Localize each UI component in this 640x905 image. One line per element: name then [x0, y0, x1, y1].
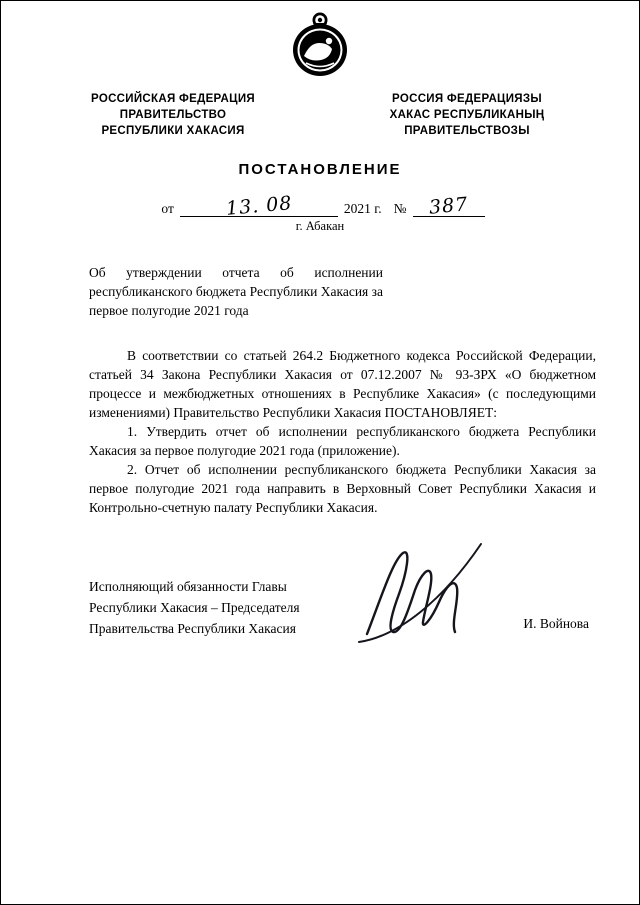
letterhead-russian: [59, 91, 287, 139]
signatory-title-line: Республики Хакасия – Председателя: [89, 600, 300, 615]
number-sign: №: [393, 201, 407, 216]
signature-block: [89, 576, 594, 666]
handwritten-signature-icon: [347, 538, 497, 650]
date-blank: [180, 192, 338, 220]
body-paragraph: 1. Утвердить отчет об исполнении республиканского бюджета Республики Хакасия за первое полугодие 2021 года (приложение).: [89, 424, 596, 458]
letterhead-line: ПРАВИТЕЛЬСТВО: [119, 109, 227, 121]
subject-paragraph: Об утверждении отчета об исполнении республиканского бюджета Республики Хакасия за первое полугодие 2021 года: [89, 265, 383, 318]
letterhead-line: РОССИЯ ФЕДЕРАЦИЯЗЫ: [392, 93, 542, 105]
document-body: [89, 346, 596, 517]
letterhead-line: РОССИЙСКАЯ ФЕДЕРАЦИЯ: [91, 93, 255, 105]
letterhead: [59, 91, 581, 139]
body-paragraph: В соответствии со статьей 264.2 Бюджетного кодекса Российской Федерации, статьей 34 Закона Республики Хакасия от 07.12.2007 № 93-ЗРХ «О бюджетном процессе и межбюджетных отношениях в Республике Хакасия» (с последующими изменениями) Правительство Республики Хакасия ПОСТАНОВЛЯЕТ:: [89, 348, 596, 420]
document-title: ПОСТАНОВЛЕНИЕ: [238, 161, 402, 178]
letterhead-line: ХАКАС РЕСПУБЛИКАНЫҢ: [389, 109, 545, 121]
handwritten-number: 387: [428, 193, 470, 219]
letterhead-line: ПРАВИТЕЛЬСТВОЗЫ: [404, 125, 530, 137]
city-line: г. Абакан: [295, 219, 345, 233]
handwritten-date: 13. 08: [224, 192, 293, 220]
date-year: 2021 г.: [343, 201, 382, 216]
body-paragraph: 2. Отчет об исполнении республиканского бюджета Республики Хакасия за первое полугодие 2021 года направить в Верховный Совет Республики Хакасия и Контрольно-счетную палату Республики Хакасия.: [89, 462, 596, 515]
khakassia-coat-of-arms-icon: [291, 11, 349, 77]
number-blank: [413, 194, 485, 217]
date-prefix: от: [161, 201, 174, 216]
signatory-title: [89, 576, 594, 639]
signatory-title-line: Исполняющий обязанности Главы: [89, 579, 287, 594]
signatory-name: И. Войнова: [523, 616, 589, 631]
letterhead-khakas: [353, 91, 581, 139]
letterhead-line: РЕСПУБЛИКИ ХАКАСИЯ: [101, 125, 245, 137]
signatory-title-line: Правительства Республики Хакасия: [89, 621, 296, 636]
date-line: [1, 191, 639, 220]
